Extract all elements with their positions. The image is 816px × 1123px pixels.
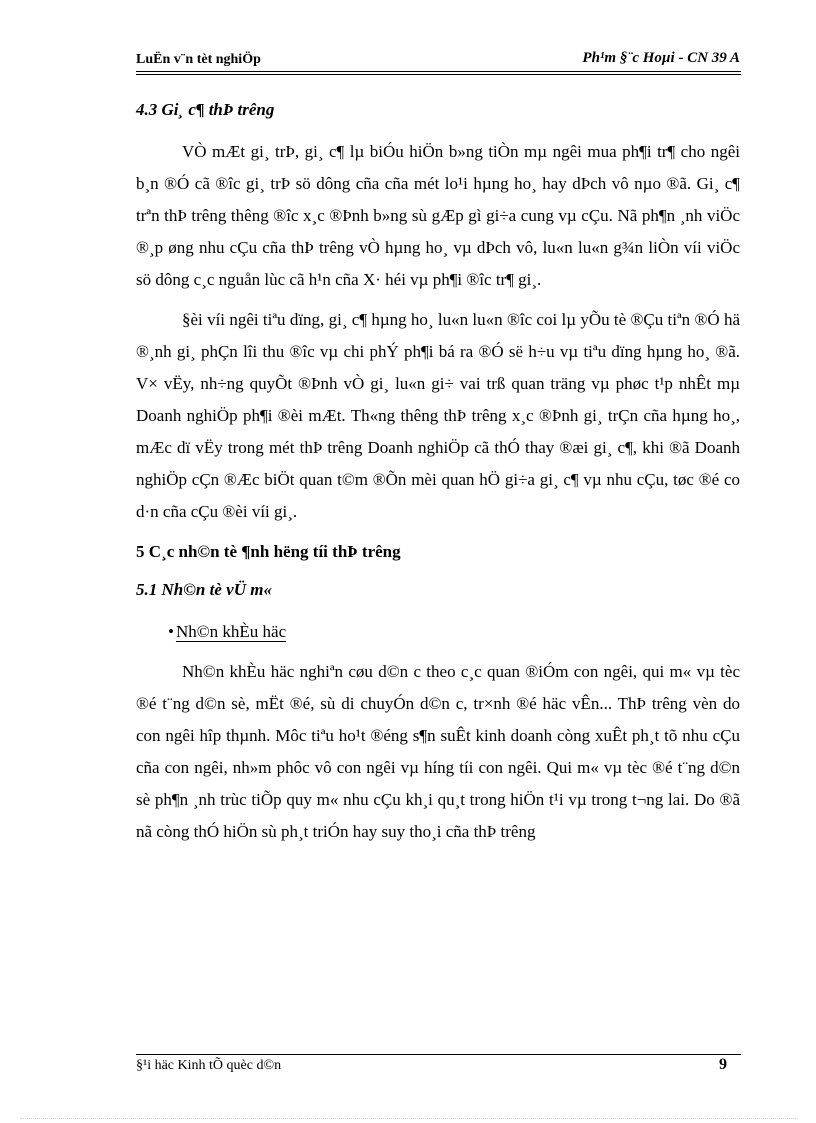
- header-divider: [136, 71, 741, 75]
- section-4-3-title: 4.3 Gi¸ c¶ thÞ trêng: [136, 100, 275, 119]
- bullet-icon: •: [168, 622, 174, 641]
- section-4-3-paragraph-2: §èi víi ngêi tiªu dïng, gi¸ c¶ hµng ho¸ lu«n lu«n ®îc coi lµ yÕu tè ®Çu tiªn ®Ó hä ®¸nh gi¸ phÇn lîi thu ®îc vµ chi phÝ ph¶i bá ra ®Ó së h÷u vµ tiªu dïng hµng ho¸ ®ã. V× vËy, nh÷ng quyÕt ®Þnh vÒ gi¸ lu«n gi÷ vai trß quan träng vµ phøc t¹p nhÊt mµ Doanh nghiÖp ph¶i ®èi mÆt. Th«ng thêng thÞ trêng x¸c ®Þnh gi¸ trÇn cña hµng ho¸, mÆc dï vËy trong mét thÞ trêng Doanh nghiÖp cã thÓ thay ®æi gi¸ c¶, khi ®ã Doanh nghiÖp cÇn ®Æc biÖt quan t©m ®Õn mèi quan hÖ gi÷a gi¸ c¶ vµ nhu cÇu, tøc ®é co d·n cña cÇu ®èi víi gi¸.: [136, 310, 740, 521]
- footer-divider: [136, 1054, 741, 1055]
- bullet-label: Nh©n khÈu häc: [175, 622, 287, 641]
- bullet-item: [168, 616, 740, 648]
- section-5-1-title: 5.1 Nh©n tè vÜ m«: [136, 580, 272, 599]
- header-thesis-label: LuËn v¨n tèt nghiÖp: [136, 52, 261, 67]
- page-number: 9: [719, 1056, 727, 1073]
- footer-university: §¹i häc Kinh tÕ quèc d©n: [136, 1058, 282, 1073]
- section-5-1-paragraph-1: Nh©n khÈu häc nghiªn cøu d©n c theo c¸c quan ®iÓm con ngêi, qui m« vµ tèc ®é t¨ng d©n sè, mËt ®é, sù di chuyÓn d©n c, tr×nh ®é häc vÊn... ThÞ trêng vèn do con ngêi hîp thµnh. Môc tiªu ho¹t ®éng s¶n suÊt kinh doanh còng xuÊt ph¸t tõ nhu cÇu cña con ngêi, nh»m phôc vô con ngêi vµ híng tíi con ngêi. Qui m« vµ tèc ®é t¨ng d©n sè ph¶n ¸nh trùc tiÕp quy m« nhu cÇu kh¸i qu¸t trong hiÖn t¹i vµ trong t¬ng lai. Do ®ã nã còng thÓ hiÖn sù ph¸t triÓn hay suy tho¸i cña thÞ trêng: [136, 662, 740, 841]
- section-4-3-paragraph-1: VÒ mÆt gi¸ trÞ, gi¸ c¶ lµ biÓu hiÖn b»ng tiÒn mµ ngêi mua ph¶i tr¶ cho ngêi b¸n ®Ó cã ®îc gi¸ trÞ sö dông cña cña mét lo¹i hµng ho¸ hay dÞch vô nµo ®ã. Gi¸ c¶ trªn thÞ trêng thêng ®îc x¸c ®Þnh b»ng sù gÆp gì gi÷a cung vµ cÇu. Nã ph¶n ¸nh viÖc ®¸p øng nhu cÇu cña thÞ trêng vÒ hµng ho¸ vµ dÞch vô, lu«n lu«n g¾n liÒn víi viÖc sö dông c¸c nguån lùc cã h¹n cña X· héi vµ ph¶i ®îc tr¶ gi¸.: [136, 142, 740, 289]
- section-5-title: 5 C¸c nh©n tè ¶nh hëng tíi thÞ trêng: [136, 542, 401, 561]
- page-edge-line: [20, 1118, 796, 1119]
- page-body: [136, 88, 740, 852]
- header-author: Ph¹m §¨c Hoµi - CN 39 A: [582, 50, 740, 66]
